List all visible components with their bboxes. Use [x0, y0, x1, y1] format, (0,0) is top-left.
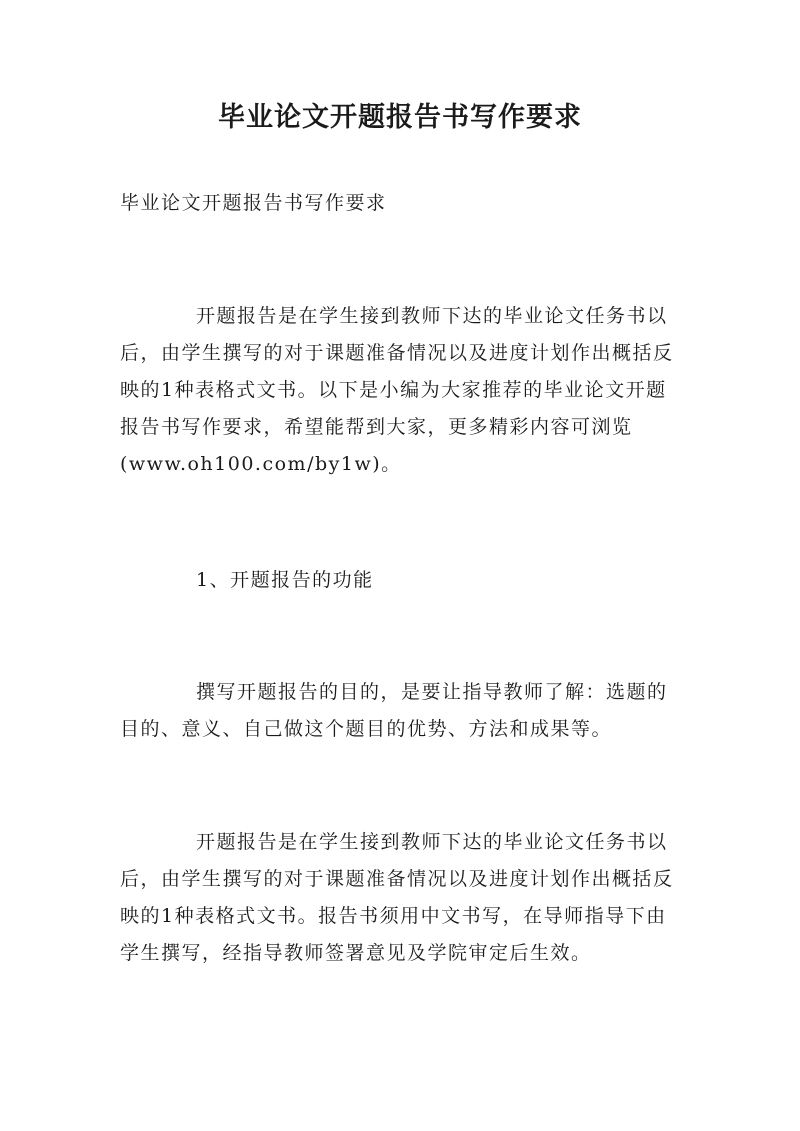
document-title: 毕业论文开题报告书写作要求	[218, 102, 582, 133]
section-heading: 1、开题报告的功能	[196, 569, 374, 591]
document-subtitle: 毕业论文开题报告书写作要求	[120, 192, 387, 214]
intro-paragraph: 开题报告是在学生接到教师下达的毕业论文任务书以后，由学生撰写的对于课题准备情况以及进度计划作出概括反映的1种表格式文书。以下是小编为大家推荐的毕业论文开题报告书写作要求，希望能帮到大家，更多精彩内容可浏览(www.oh100.com/by1w)。	[120, 305, 674, 475]
requirements-paragraph: 开题报告是在学生接到教师下达的毕业论文任务书以后，由学生撰写的对于课题准备情况以及进度计划作出概括反映的1种表格式文书。报告书须用中文书写，在导师指导下由学生撰写，经指导教师签署意见及学院审定后生效。	[120, 831, 674, 964]
purpose-paragraph: 撰写开题报告的目的，是要让指导教师了解：选题的目的、意义、自己做这个题目的优势、方法和成果等。	[120, 681, 668, 740]
